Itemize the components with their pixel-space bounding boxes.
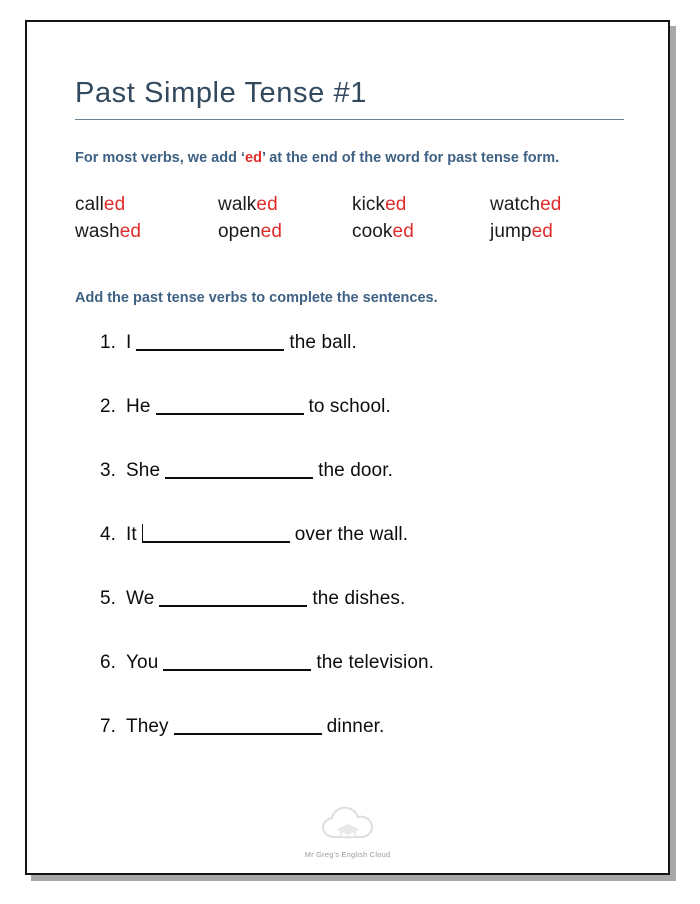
question-predicate: to school. xyxy=(308,396,391,417)
question-number: 6. xyxy=(100,652,117,673)
question-number: 5. xyxy=(100,588,117,609)
question-predicate: over the wall. xyxy=(294,524,409,545)
verb-suffix: ed xyxy=(256,194,278,215)
question-item xyxy=(100,460,620,524)
verb-suffix: ed xyxy=(119,221,142,242)
answer-blank[interactable] xyxy=(163,653,311,671)
verb-stem: watch xyxy=(490,194,541,215)
question-subject: I xyxy=(126,332,132,353)
question-text xyxy=(126,460,393,482)
verb-stem: cook xyxy=(352,221,393,242)
footer-brand-label: Mr Greg's English Cloud xyxy=(304,850,391,859)
worksheet-page-frame xyxy=(25,20,670,875)
question-subject: It xyxy=(126,524,137,545)
verb-stem: wash xyxy=(75,221,120,242)
verb-stem: call xyxy=(75,194,104,215)
answer-blank[interactable] xyxy=(159,589,307,607)
lead-suffix-highlight: ed xyxy=(245,150,262,166)
verb-example xyxy=(218,194,352,216)
lead-text-before: For most verbs, we add ‘ xyxy=(75,150,246,166)
task-instruction: Add the past tense verbs to complete the sentences. xyxy=(75,290,438,306)
lead-instruction xyxy=(75,148,595,169)
answer-blank[interactable] xyxy=(156,397,304,415)
question-predicate: dinner. xyxy=(326,716,385,737)
verb-stem: open xyxy=(218,221,261,242)
question-subject: She xyxy=(126,460,161,481)
question-text xyxy=(126,652,434,674)
cloud-graduation-cap-icon xyxy=(320,804,376,849)
question-subject: We xyxy=(126,588,155,609)
verb-example xyxy=(352,221,490,243)
verb-example xyxy=(490,194,610,216)
verb-suffix: ed xyxy=(103,194,126,215)
verb-suffix: ed xyxy=(540,194,562,215)
question-subject: He xyxy=(126,396,151,417)
question-number: 1. xyxy=(100,332,117,353)
question-item xyxy=(100,332,620,396)
question-text xyxy=(126,332,357,354)
verb-example xyxy=(75,221,218,243)
verb-example xyxy=(352,194,490,216)
question-subject: You xyxy=(126,652,159,673)
verb-suffix: ed xyxy=(385,194,407,215)
verb-suffix: ed xyxy=(531,221,553,242)
question-item xyxy=(100,524,620,588)
question-predicate: the dishes. xyxy=(312,588,406,609)
answer-blank[interactable] xyxy=(136,333,284,351)
verb-example xyxy=(218,221,352,243)
question-text xyxy=(126,716,384,738)
question-text xyxy=(126,524,408,546)
verb-stem: jump xyxy=(490,221,532,242)
verb-stem: walk xyxy=(218,194,257,215)
verb-example xyxy=(490,221,610,243)
verb-example-row xyxy=(75,194,625,221)
lead-text-after: ’ at the end of the word for past tense form. xyxy=(261,150,560,166)
question-item xyxy=(100,652,620,716)
question-predicate: the television. xyxy=(316,652,435,673)
question-item xyxy=(100,588,620,652)
verb-example-grid xyxy=(75,194,625,248)
question-subject: They xyxy=(126,716,169,737)
question-number: 3. xyxy=(100,460,117,481)
question-predicate: the ball. xyxy=(289,332,357,353)
answer-blank[interactable] xyxy=(165,461,313,479)
answer-blank[interactable] xyxy=(174,717,322,735)
verb-example-row xyxy=(75,221,625,248)
verb-suffix: ed xyxy=(260,221,283,242)
question-text xyxy=(126,588,405,610)
answer-blank[interactable] xyxy=(142,525,290,543)
verb-suffix: ed xyxy=(392,221,414,242)
question-number: 4. xyxy=(100,524,117,545)
footer-watermark xyxy=(27,804,668,859)
verb-stem: kick xyxy=(352,194,386,215)
page-title: Past Simple Tense #1 xyxy=(75,77,367,109)
question-item xyxy=(100,396,620,460)
question-number: 2. xyxy=(100,396,117,417)
question-item xyxy=(100,716,620,780)
question-number: 7. xyxy=(100,716,117,737)
question-text xyxy=(126,396,391,418)
worksheet-sheet xyxy=(27,22,668,873)
question-predicate: the door. xyxy=(318,460,393,481)
verb-example xyxy=(75,194,218,216)
title-divider xyxy=(75,119,624,120)
question-list xyxy=(100,332,620,780)
